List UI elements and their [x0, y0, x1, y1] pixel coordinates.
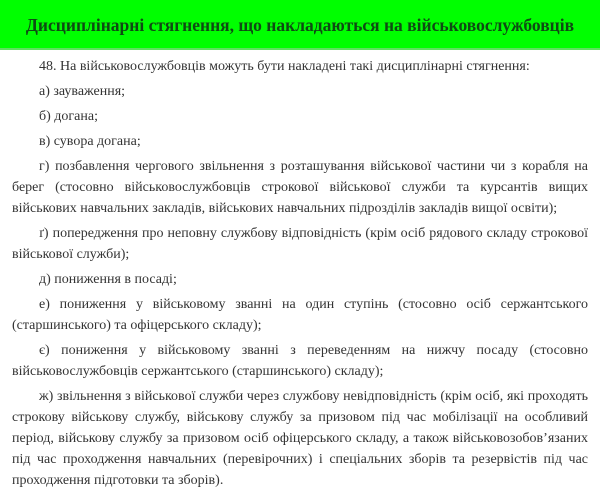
list-item-b: б) догана; [39, 109, 98, 124]
list-item-ye: є) пониження у військовому званні з переведенням на нижчу посаду (стосовно військовослужбовців сержантського (старшинського) складу); [12, 343, 588, 379]
list-item-h: г) позбавлення чергового звільнення з розташування військової частини чи з корабля на берег (стосовно військовослужбовців строкової військової служби та курсантів вищих військових навчальних закладів, військових навчальних підрозділів закладів вищої освіти); [12, 159, 588, 216]
article-intro: 48. На військовослужбовців можуть бути накладені такі дисциплінарні стягнення: [39, 59, 530, 74]
header-banner [0, 0, 600, 50]
list-item-e: е) пониження у військовому званні на один ступінь (стосовно осіб сержантського (старшинського) та офіцерського складу); [12, 297, 588, 333]
list-item-g: ґ) попередження про неповну службову відповідність (крім осіб рядового складу строкової військової служби); [12, 226, 588, 262]
list-item-v: в) сувора догана; [39, 134, 141, 149]
list-item-a: а) зауваження; [39, 84, 126, 99]
list-item-zh: ж) звільнення з військової служби через службову невідповідність (крім осіб, які проходять строкову військову службу, військову службу за призовом під час мобілізації на особливий період, військову службу за призовом осіб офіцерського складу, а також військовозобов’язаних під час проходження навчальних (перевірочних) і спеціальних зборів та резервістів під час проходження підготовки та зборів). [12, 389, 588, 488]
list-item-d: д) пониження в посаді; [39, 272, 177, 287]
page-title: Дисциплінарні стягнення, що накладаються на військовослужбовців [25, 14, 575, 35]
article-body [0, 56, 600, 491]
